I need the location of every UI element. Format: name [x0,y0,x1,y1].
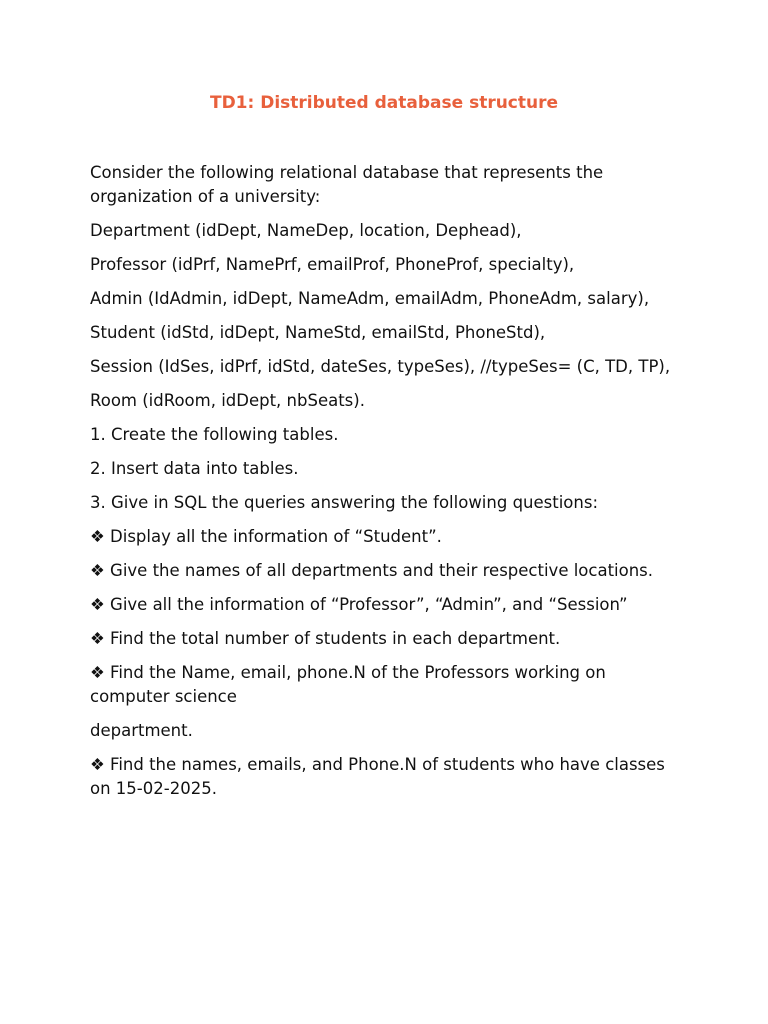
question-professor-admin-session: ❖ Give all the information of “Professor”, “Admin”, and “Session” [90,595,628,614]
schema-session: Session (IdSes, idPrf, idStd, dateSes, typeSes), //typeSes= (C, TD, TP), [90,357,671,376]
question-display-students: ❖ Display all the information of “Student”. [90,527,442,546]
schema-professor: Professor (idPrf, NamePrf, emailProf, PhoneProf, specialty), [90,255,575,274]
document-title: TD1: Distributed database structure [209,93,559,113]
task-create-tables: 1. Create the following tables. [90,425,339,444]
schema-student: Student (idStd, idDept, NameStd, emailStd, PhoneStd), [90,323,546,342]
question-department-locations: ❖ Give the names of all departments and their respective locations. [90,561,654,580]
task-sql-queries: 3. Give in SQL the queries answering the following questions: [90,493,599,512]
document-body [90,161,690,811]
intro-paragraph: Consider the following relational database that represents the organization of a university: [90,163,604,206]
question-students-by-date: ❖ Find the names, emails, and Phone.N of students who have classes on 15-02-2025. [90,755,665,798]
schema-admin: Admin (IdAdmin, idDept, NameAdm, emailAdm, PhoneAdm, salary), [90,289,650,308]
question-cs-professors: ❖ Find the Name, email, phone.N of the Professors working on computer science [90,663,606,706]
task-insert-data: 2. Insert data into tables. [90,459,299,478]
question-students-per-department: ❖ Find the total number of students in each department. [90,629,561,648]
schema-department: Department (idDept, NameDep, location, Dephead), [90,221,522,240]
schema-room: Room (idRoom, idDept, nbSeats). [90,391,365,410]
question-cs-professors-continued: department. [90,721,193,740]
